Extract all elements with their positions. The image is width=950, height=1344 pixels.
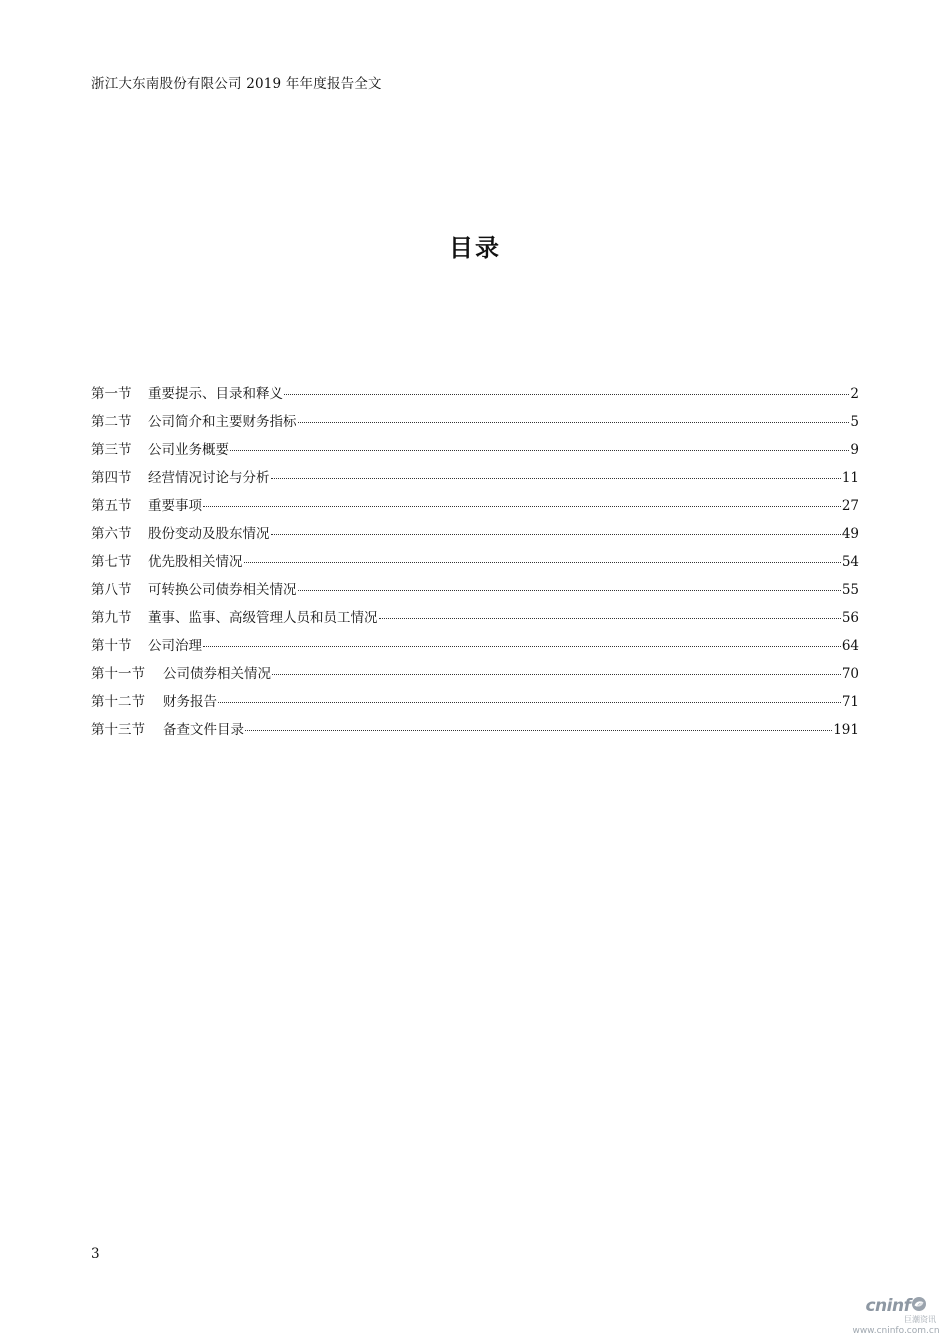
toc-page-number: 2 bbox=[850, 386, 859, 402]
toc-section-number: 第一节 bbox=[91, 386, 132, 402]
toc-dot-leader bbox=[379, 618, 841, 619]
page-number: 3 bbox=[91, 1246, 100, 1262]
toc-section-number: 第八节 bbox=[91, 582, 132, 598]
toc-entry-label: 可转换公司债券相关情况 bbox=[148, 582, 297, 598]
toc-page-number: 11 bbox=[841, 470, 859, 486]
toc-entry[interactable] bbox=[91, 382, 859, 410]
toc-section-number: 第四节 bbox=[91, 470, 132, 486]
toc-page-number: 71 bbox=[841, 694, 859, 710]
toc-entry[interactable] bbox=[91, 466, 859, 494]
toc-dot-leader bbox=[271, 478, 841, 479]
toc-section-number: 第七节 bbox=[91, 554, 132, 570]
toc-page-number: 55 bbox=[841, 582, 859, 598]
running-header: 浙江大东南股份有限公司 2019 年年度报告全文 bbox=[91, 76, 382, 92]
toc-entry[interactable] bbox=[91, 522, 859, 550]
toc-entry-label: 公司债券相关情况 bbox=[163, 666, 271, 682]
toc-dot-leader bbox=[244, 562, 841, 563]
watermark-url: www.cninfo.com.cn bbox=[852, 1326, 940, 1336]
toc-section-number: 第十节 bbox=[91, 638, 132, 654]
toc-entry-label: 重要事项 bbox=[148, 498, 202, 514]
toc-section-number: 第五节 bbox=[91, 498, 132, 514]
toc-entry[interactable] bbox=[91, 578, 859, 606]
watermark-logo-text: cninf bbox=[865, 1296, 911, 1316]
toc-section-number: 第十二节 bbox=[91, 694, 145, 710]
toc-dot-leader bbox=[272, 674, 841, 675]
toc-section-number: 第六节 bbox=[91, 526, 132, 542]
toc-page-number: 191 bbox=[833, 722, 859, 738]
toc-page-number: 27 bbox=[841, 498, 859, 514]
toc-section-number: 第十一节 bbox=[91, 666, 145, 682]
toc-entry[interactable] bbox=[91, 606, 859, 634]
toc-section-number: 第三节 bbox=[91, 442, 132, 458]
toc-page-number: 64 bbox=[841, 638, 859, 654]
toc-page-number: 70 bbox=[841, 666, 859, 682]
toc-dot-leader bbox=[298, 422, 850, 423]
toc-entry[interactable] bbox=[91, 410, 859, 438]
toc-entry[interactable] bbox=[91, 690, 859, 718]
toc-title: 目录 bbox=[449, 234, 501, 262]
toc-entry-label: 股份变动及股东情况 bbox=[148, 526, 270, 542]
toc-dot-leader bbox=[230, 450, 849, 451]
table-of-contents bbox=[91, 382, 859, 746]
toc-dot-leader bbox=[203, 506, 841, 507]
toc-entry-label: 优先股相关情况 bbox=[148, 554, 243, 570]
toc-page-number: 49 bbox=[841, 526, 859, 542]
toc-entry[interactable] bbox=[91, 718, 859, 746]
toc-entry[interactable] bbox=[91, 438, 859, 466]
toc-dot-leader bbox=[284, 394, 849, 395]
toc-page-number: 54 bbox=[841, 554, 859, 570]
toc-section-number: 第九节 bbox=[91, 610, 132, 626]
toc-page-number: 9 bbox=[850, 442, 859, 458]
toc-entry-label: 备查文件目录 bbox=[163, 722, 244, 738]
cninfo-watermark bbox=[852, 1296, 940, 1336]
toc-dot-leader bbox=[271, 534, 841, 535]
toc-entry-label: 经营情况讨论与分析 bbox=[148, 470, 270, 486]
toc-entry-label: 重要提示、目录和释义 bbox=[148, 386, 283, 402]
toc-entry-label: 财务报告 bbox=[163, 694, 217, 710]
toc-dot-leader bbox=[218, 702, 841, 703]
cninfo-swirl-icon bbox=[911, 1296, 927, 1316]
toc-section-number: 第十三节 bbox=[91, 722, 145, 738]
toc-dot-leader bbox=[203, 646, 841, 647]
watermark-subtitle: 巨潮资讯 bbox=[904, 1315, 936, 1324]
toc-entry-label: 公司治理 bbox=[148, 638, 202, 654]
toc-dot-leader bbox=[298, 590, 841, 591]
toc-entry-label: 公司业务概要 bbox=[148, 442, 229, 458]
toc-entry[interactable] bbox=[91, 494, 859, 522]
toc-page-number: 5 bbox=[850, 414, 859, 430]
toc-entry[interactable] bbox=[91, 634, 859, 662]
toc-entry-label: 公司简介和主要财务指标 bbox=[148, 414, 297, 430]
toc-dot-leader bbox=[245, 730, 832, 731]
toc-section-number: 第二节 bbox=[91, 414, 132, 430]
toc-entry-label: 董事、监事、高级管理人员和员工情况 bbox=[148, 610, 378, 626]
watermark-logo bbox=[852, 1296, 940, 1316]
toc-page-number: 56 bbox=[841, 610, 859, 626]
toc-entry[interactable] bbox=[91, 662, 859, 690]
toc-entry[interactable] bbox=[91, 550, 859, 578]
